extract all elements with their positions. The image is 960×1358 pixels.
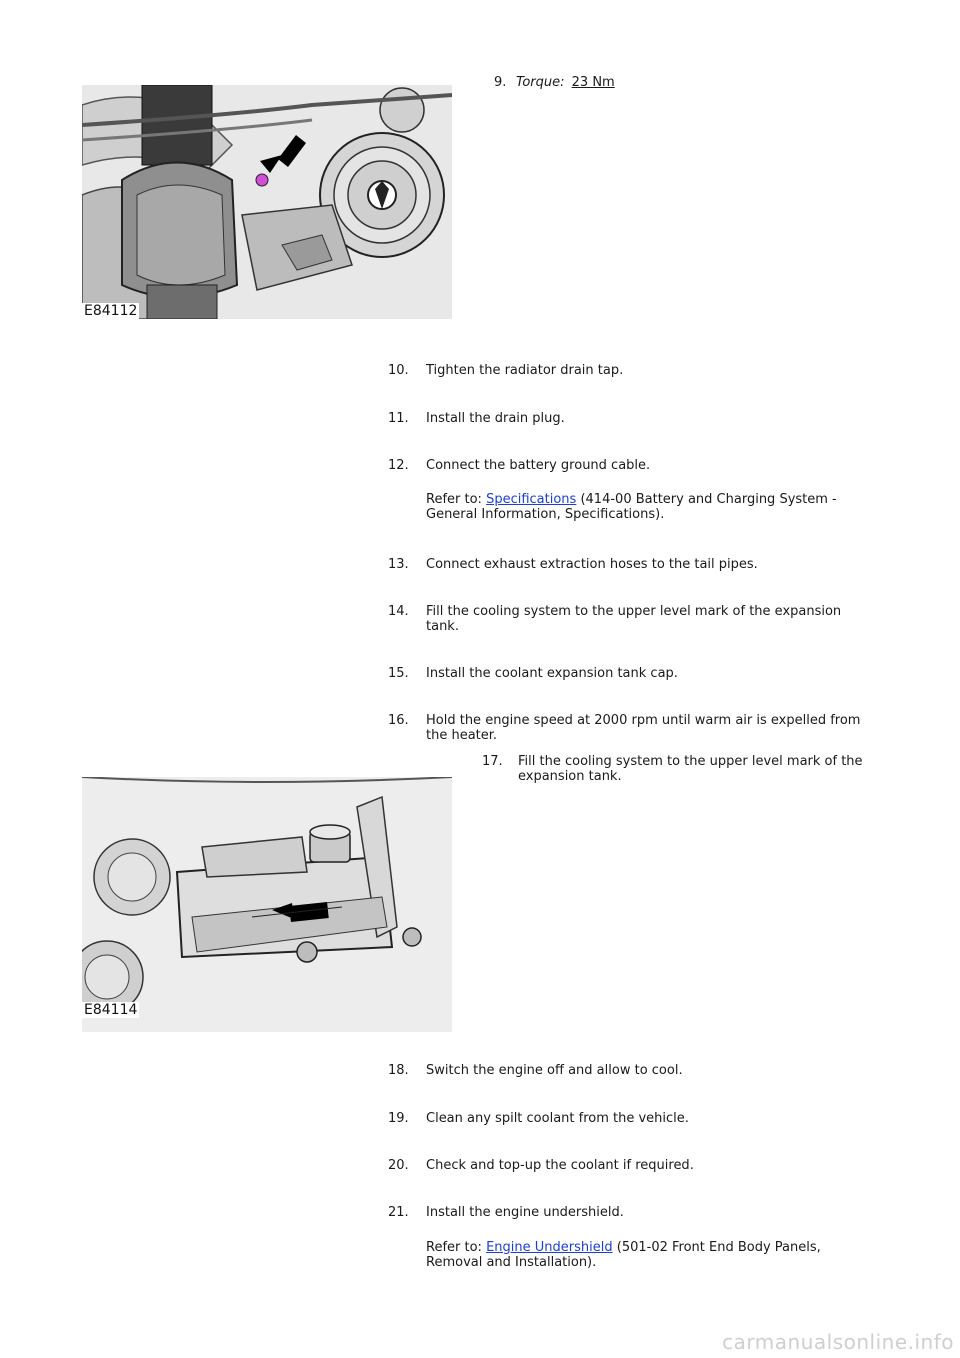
step-number: 20. xyxy=(388,1158,409,1173)
step-number: 9. xyxy=(494,75,507,90)
step-text: Connect the battery ground cable. xyxy=(426,458,651,473)
figure-label: E84114 xyxy=(84,1002,138,1018)
step-number: 17. xyxy=(482,754,503,769)
step-text: Switch the engine off and allow to cool. xyxy=(426,1063,683,1078)
reference-specifications xyxy=(426,492,876,522)
figure-label: E84112 xyxy=(84,303,138,319)
specifications-link[interactable]: Specifications xyxy=(486,492,577,507)
refer-to-label: Refer to: xyxy=(426,492,482,507)
engine-illustration xyxy=(82,85,452,319)
step-text: Clean any spilt coolant from the vehicle. xyxy=(426,1111,689,1126)
reference-detail: (501-02 Front End Body Panels, Removal and Installation). xyxy=(426,1240,821,1270)
reference-engine-undershield xyxy=(426,1240,876,1270)
step-number: 12. xyxy=(388,458,409,473)
reference-detail: (414-00 Battery and Charging System - General Information, Specifications). xyxy=(426,492,837,522)
step-number: 14. xyxy=(388,604,409,619)
step-text: Fill the cooling system to the upper level mark of the expansion tank. xyxy=(426,604,842,634)
step-number: 13. xyxy=(388,557,409,572)
engine-undershield-link[interactable]: Engine Undershield xyxy=(486,1240,613,1255)
step-text xyxy=(516,75,878,90)
step-text: Check and top-up the coolant if required. xyxy=(426,1158,694,1173)
step-text: Fill the cooling system to the upper level mark of the expansion tank. xyxy=(518,754,863,784)
expansion-tank-illustration xyxy=(82,777,452,1032)
step-number: 16. xyxy=(388,713,409,728)
step-number: 18. xyxy=(388,1063,409,1078)
watermark: carmanualsonline.info xyxy=(722,1330,954,1354)
step-text: Hold the engine speed at 2000 rpm until warm air is expelled from the heater. xyxy=(426,713,861,743)
refer-to-label: Refer to: xyxy=(426,1240,482,1255)
figure-expansion-tank xyxy=(82,777,452,1032)
torque-label: Torque: xyxy=(516,75,565,90)
step-text: Install the coolant expansion tank cap. xyxy=(426,666,678,681)
step-text: Tighten the radiator drain tap. xyxy=(426,363,624,378)
step-number: 11. xyxy=(388,411,409,426)
step-text: Install the engine undershield. xyxy=(426,1205,624,1220)
torque-value: 23 Nm xyxy=(571,75,615,90)
step-number: 15. xyxy=(388,666,409,681)
step-text: Install the drain plug. xyxy=(426,411,565,426)
figure-engine-oil-filter xyxy=(82,85,452,319)
step-number: 19. xyxy=(388,1111,409,1126)
step-number: 21. xyxy=(388,1205,409,1220)
step-text: Connect exhaust extraction hoses to the tail pipes. xyxy=(426,557,758,572)
step-number: 10. xyxy=(388,363,409,378)
